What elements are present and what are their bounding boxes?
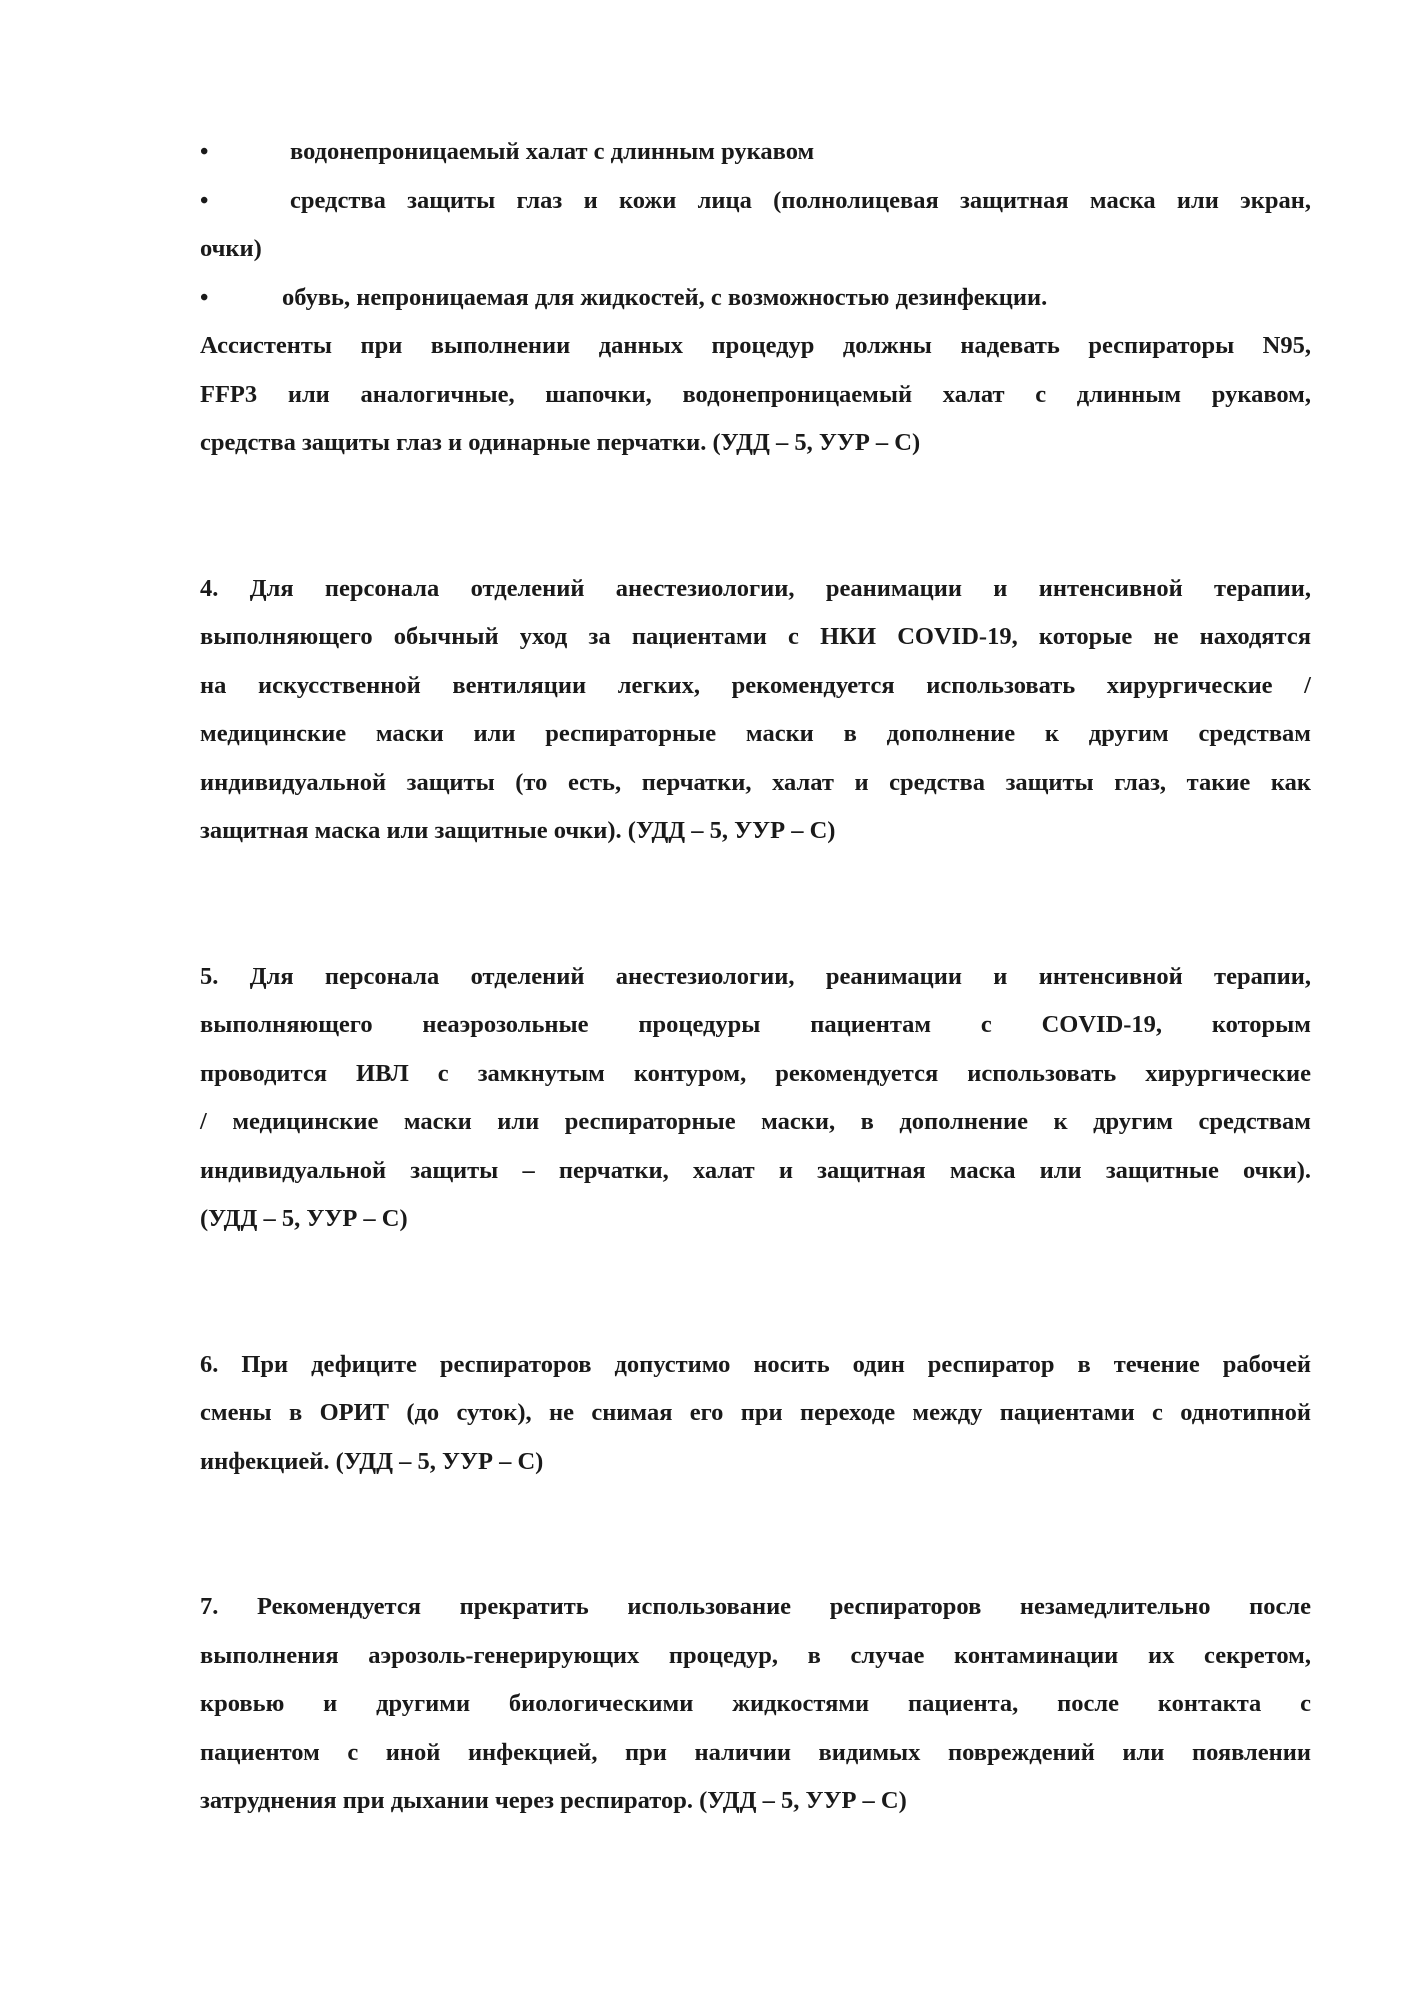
paragraph-line: FFP3 или аналогичные, шапочки, водонепроницаемый халат с длинным рукавом,	[200, 380, 1311, 408]
paragraph-gap	[200, 468, 1311, 565]
paragraph-line: индивидуальной защиты – перчатки, халат и защитная маска или защитные очки).	[200, 1156, 1311, 1184]
paragraph-line: защитная маска или защитные очки). (УДД – 5, УУР – С)	[200, 817, 836, 844]
paragraph-line: Ассистенты при выполнении данных процедур должны надевать респираторы N95,	[200, 332, 1311, 359]
bullet-item	[200, 274, 1311, 323]
paragraph-line: медицинские маски или респираторные маски в дополнение к другим средствам	[200, 720, 1311, 747]
recommendation-7	[200, 1583, 1311, 1826]
paragraph-line: на искусственной вентиляции легких, рекомендуется использовать хирургические /	[200, 671, 1311, 699]
paragraph-line: проводится ИВЛ с замкнутым контуром, рекомендуется использовать хирургические	[200, 1059, 1311, 1087]
recommendation-6	[200, 1341, 1311, 1487]
bullet-icon: •	[200, 284, 209, 311]
paragraph-gap	[200, 856, 1311, 953]
bullet-item	[200, 128, 1311, 177]
paragraph-line: 7. Рекомендуется прекратить использование респираторов незамедлительно после	[200, 1593, 1311, 1620]
bullet-continuation: очки)	[200, 235, 262, 262]
paragraph-line: / медицинские маски или респираторные маски, в дополнение к другим средствам	[200, 1108, 1311, 1135]
recommendation-4	[200, 565, 1311, 856]
paragraph-line: индивидуальной защиты (то есть, перчатки, халат и средства защиты глаз, такие как	[200, 768, 1311, 796]
paragraph-line: выполняющего неаэрозольные процедуры пациентам с COVID-19, которым	[200, 1011, 1311, 1038]
paragraph-gap	[200, 1486, 1311, 1583]
paragraph-line: средства защиты глаз и одинарные перчатки. (УДД – 5, УУР – С)	[200, 429, 921, 456]
bullet-text: обувь, непроницаемая для жидкостей, с возможностью дезинфекции.	[282, 283, 1048, 311]
paragraph-line: (УДД – 5, УУР – С)	[200, 1205, 408, 1232]
paragraph-gap	[200, 1244, 1311, 1341]
bullet-text: средства защиты глаз и кожи лица (полнолицевая защитная маска или экран,	[290, 186, 1311, 214]
paragraph-line: выполняющего обычный уход за пациентами с НКИ COVID-19, которые не находятся	[200, 623, 1311, 650]
paragraph-line: кровью и другими биологическими жидкостями пациента, после контакта с	[200, 1690, 1311, 1717]
paragraph-line: затруднения при дыхании через респиратор. (УДД – 5, УУР – С)	[200, 1787, 907, 1814]
paragraph-line: инфекцией. (УДД – 5, УУР – С)	[200, 1447, 544, 1475]
paragraph-line: 5. Для персонала отделений анестезиологии, реанимации и интенсивной терапии,	[200, 962, 1311, 990]
bullet-item	[200, 177, 1311, 226]
bullet-text: водонепроницаемый халат с длинным рукавом	[290, 138, 815, 165]
recommendation-5	[200, 953, 1311, 1244]
bullet-icon: •	[200, 139, 209, 165]
paragraph-line: 6. При дефиците респираторов допустимо носить один респиратор в течение рабочей	[200, 1350, 1311, 1378]
paragraph-line: пациентом с иной инфекцией, при наличии видимых повреждений или появлении	[200, 1738, 1311, 1766]
document-page	[200, 128, 1311, 1826]
paragraph-line: выполнения аэрозоль-генерирующих процедур, в случае контаминации их секретом,	[200, 1641, 1311, 1669]
paragraph-line: 4. Для персонала отделений анестезиологии, реанимации и интенсивной терапии,	[200, 574, 1311, 602]
paragraph-line: смены в ОРИТ (до суток), не снимая его при переходе между пациентами с однотипной	[200, 1399, 1311, 1426]
bullet-icon: •	[200, 187, 209, 214]
assistants-paragraph	[200, 322, 1311, 468]
